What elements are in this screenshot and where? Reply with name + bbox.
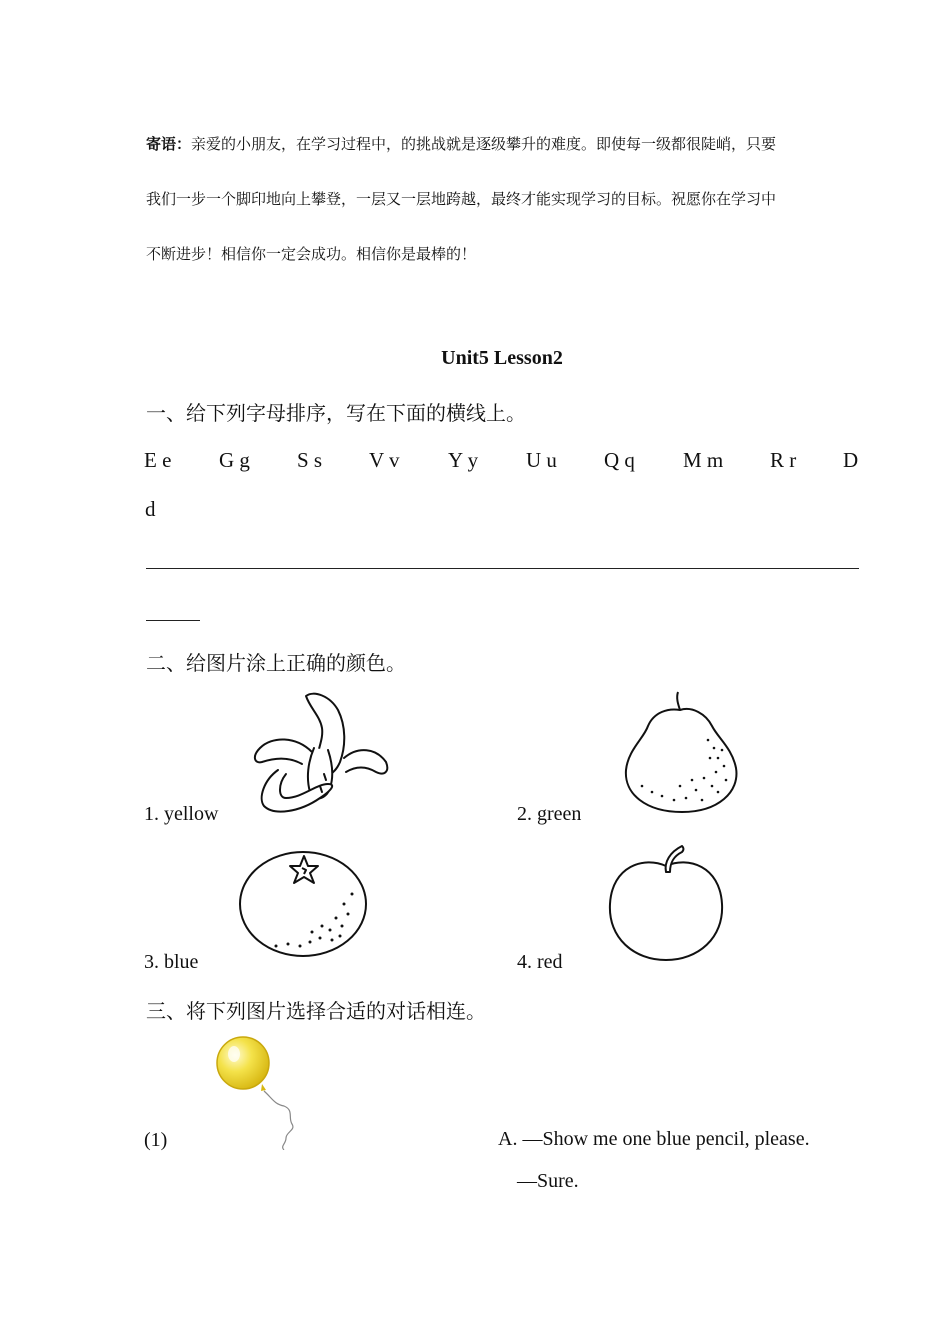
page-title: Unit5 Lesson2	[441, 347, 563, 369]
section1-heading: 一、给下列字母排序，写在下面的横线上。	[146, 401, 526, 425]
letter-pair: S s	[297, 448, 323, 472]
intro-line-1-text: 亲爱的小朋友，在学习过程中，的挑战就是逐级攀升的难度。即使每一级都很陡峭，只要	[191, 135, 777, 153]
letter-pair: G g	[219, 448, 250, 472]
option-a-line-1[interactable]: A. —Show me one blue pencil, please.	[498, 1128, 810, 1150]
letter-pair: M m	[683, 448, 724, 472]
intro-line-3: 不断进步！相信你一定会成功。相信你是最棒的！	[146, 245, 477, 263]
letter-pair: E e	[144, 448, 172, 472]
color-item-4: 4. red	[517, 951, 563, 973]
letter-pair: R r	[770, 448, 797, 472]
intro-line-1	[146, 133, 862, 154]
orange-icon[interactable]	[236, 846, 370, 958]
intro-line-2: 我们一步一个脚印地向上攀登，一层又一层地跨越，最终才能实现学习的目标。祝愿你在学习中	[146, 190, 777, 208]
apple-icon[interactable]	[604, 842, 728, 964]
letter-wrap: d	[145, 497, 156, 521]
option-a-line-2: —Sure.	[517, 1170, 579, 1192]
letter-pair: Y y	[448, 448, 479, 472]
letter-pair: D	[843, 448, 859, 472]
match-item-1: (1)	[144, 1129, 168, 1151]
color-item-3: 3. blue	[144, 951, 199, 973]
balloon-icon[interactable]	[214, 1034, 304, 1150]
letter-pair: Q q	[604, 448, 635, 472]
intro-lead: 寄语：	[146, 135, 192, 153]
section2-heading: 二、给图片涂上正确的颜色。	[146, 651, 406, 675]
color-item-1: 1. yellow	[144, 803, 219, 825]
answer-line-continuation[interactable]	[146, 620, 200, 621]
banana-icon[interactable]	[248, 688, 396, 820]
pear-icon[interactable]	[618, 688, 742, 816]
letter-pair: U u	[526, 448, 557, 472]
section3-heading: 三、将下列图片选择合适的对话相连。	[146, 999, 486, 1023]
letter-pair: V v	[369, 448, 400, 472]
answer-line[interactable]	[146, 568, 859, 569]
color-item-2: 2. green	[517, 803, 582, 825]
